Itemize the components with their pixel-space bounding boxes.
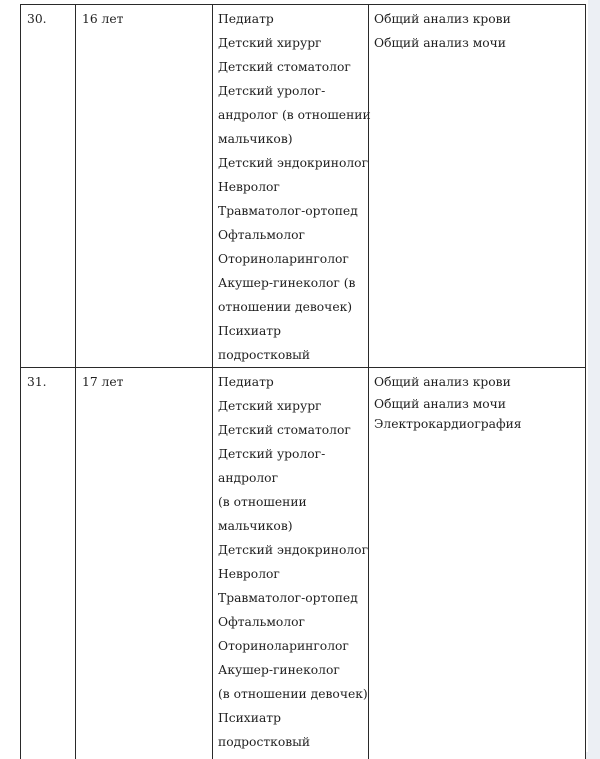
specialist-line: подростковый	[218, 348, 311, 362]
specialist-line: Травматолог-ортопед	[218, 591, 358, 605]
specialist-line: Невролог	[218, 180, 280, 194]
specialist-line: Детский уролог-	[218, 84, 326, 98]
age-cell	[76, 5, 213, 368]
table-row	[21, 5, 586, 368]
specialist-line: Невролог	[218, 567, 280, 581]
test-line: Общий анализ крови	[374, 12, 511, 26]
specialist-line: андролог	[218, 471, 279, 485]
age-cell	[76, 368, 213, 759]
specialist-line: Детский стоматолог	[218, 423, 351, 437]
specialist-line: Детский хирург	[218, 399, 322, 413]
specialist-line: Офтальмолог	[218, 228, 305, 242]
specialist-line: Педиатр	[218, 12, 274, 26]
specialist-line: Детский эндокринолог	[218, 156, 369, 170]
specialist-line: Психиатр	[218, 711, 281, 725]
specialist-line: андролог (в отношении	[218, 108, 371, 122]
row-number: 30.	[27, 12, 47, 26]
specialist-line: отношении девочек)	[218, 300, 353, 314]
specialist-line: мальчиков)	[218, 519, 293, 533]
row-number: 31.	[27, 375, 47, 389]
specialist-line: Оториноларинголог	[218, 252, 349, 266]
specialists-cell	[213, 368, 369, 759]
row-number-cell	[21, 5, 76, 368]
tests-cell	[369, 5, 586, 368]
specialist-line: Акушер-гинеколог	[218, 663, 340, 677]
test-line: Общий анализ мочи	[374, 36, 506, 50]
test-line: Общий анализ мочи	[374, 397, 506, 411]
specialist-line: мальчиков)	[218, 132, 293, 146]
tests-cell	[369, 368, 586, 759]
specialist-line: Педиатр	[218, 375, 274, 389]
specialist-line: Детский эндокринолог	[218, 543, 369, 557]
age-label: 16 лет	[82, 12, 124, 26]
specialist-line: (в отношении	[218, 495, 307, 509]
age-label: 17 лет	[82, 375, 124, 389]
test-line: Электрокардиография	[374, 417, 522, 431]
specialist-line: Травматолог-ортопед	[218, 204, 358, 218]
specialist-line: подростковый	[218, 735, 311, 749]
specialist-line: (в отношении девочек)	[218, 687, 368, 701]
specialist-line: Детский хирург	[218, 36, 322, 50]
specialist-line: Психиатр	[218, 324, 281, 338]
page-margin-right	[588, 0, 600, 759]
specialist-line: Офтальмолог	[218, 615, 305, 629]
row-number-cell	[21, 368, 76, 759]
specialist-line: Детский уролог-	[218, 447, 326, 461]
medical-exam-table	[20, 4, 586, 759]
specialist-line: Оториноларинголог	[218, 639, 349, 653]
specialists-cell	[213, 5, 369, 368]
table-row	[21, 368, 586, 759]
test-line: Общий анализ крови	[374, 375, 511, 389]
specialist-line: Детский стоматолог	[218, 60, 351, 74]
specialist-line: Акушер-гинеколог (в	[218, 276, 356, 290]
